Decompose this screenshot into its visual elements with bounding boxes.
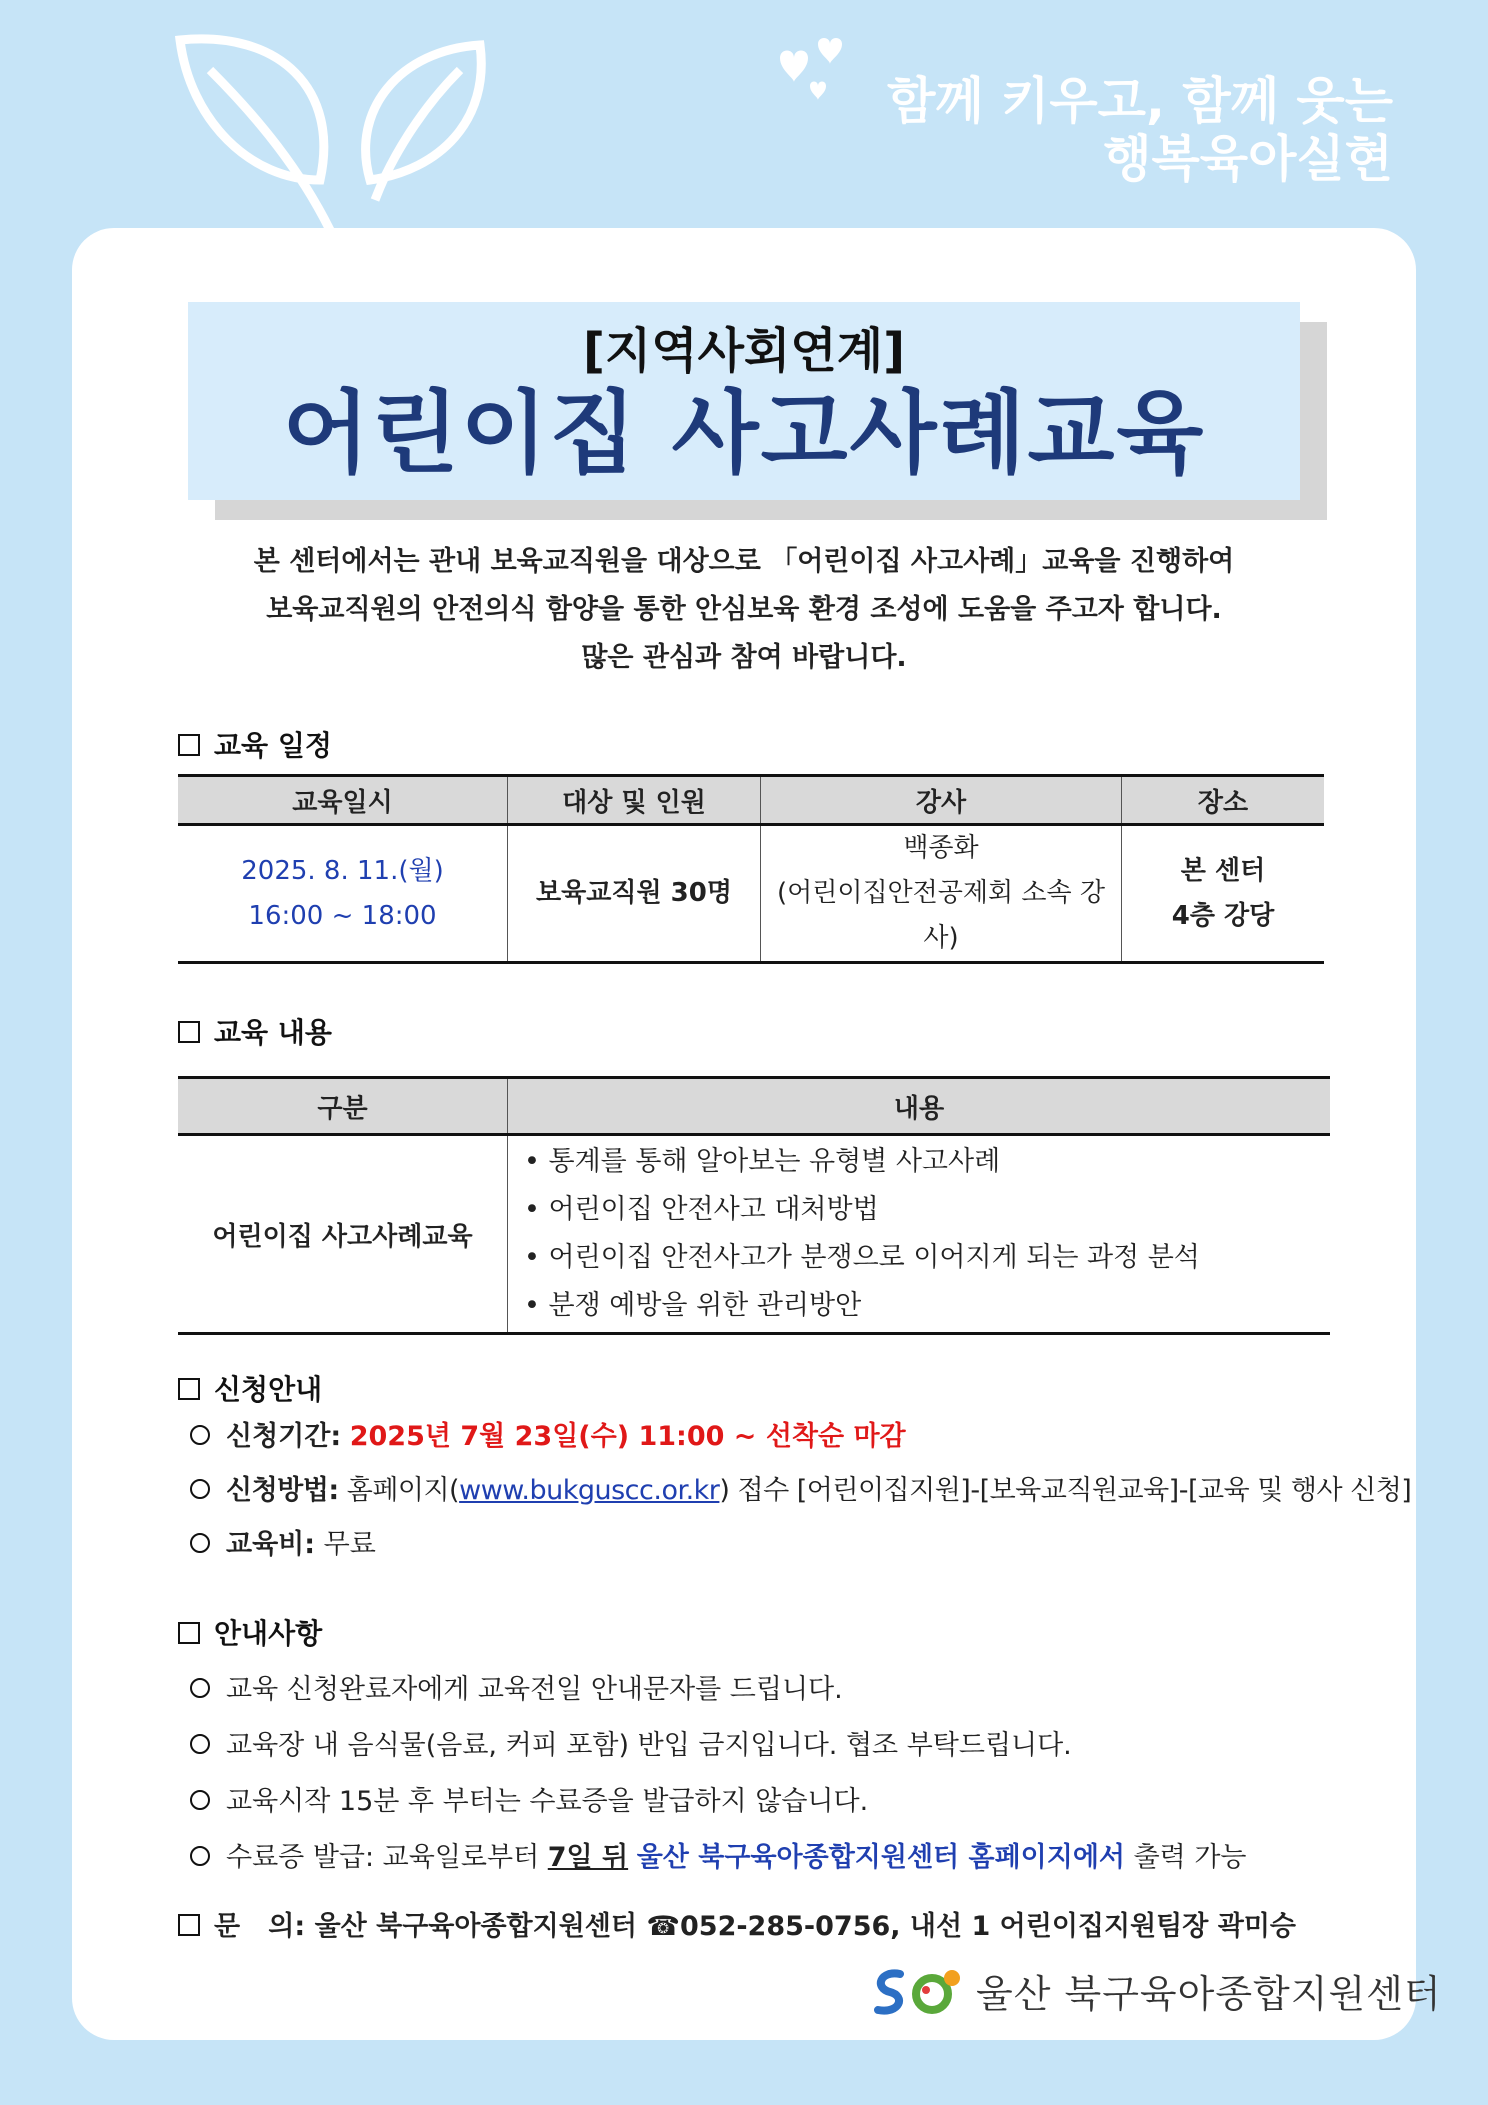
cert-pre: 수료증 발급: 교육일로부터 [226, 1842, 540, 1873]
notes-heading-label: 안내사항 [214, 1617, 323, 1650]
intro-line1: 본 센터에서는 관내 보육교직원을 대상으로 「어린이집 사고사례」교육을 진행하여 [253, 546, 1235, 577]
inquiry-label: 문 의: [214, 1911, 306, 1942]
intro-text [180, 538, 1308, 682]
apply-period-value: 2025년 7월 23일(수) 11:00 ~ 선착순 마감 [349, 1421, 906, 1452]
circle-bullet-icon [190, 1678, 210, 1698]
square-bullet-icon [178, 1378, 200, 1400]
square-bullet-icon [178, 1622, 200, 1644]
slogan-line1: 함께 키우고, 함께 웃는 [887, 72, 1393, 130]
place-line1: 본 센터 [1180, 855, 1266, 886]
table-row [178, 825, 1324, 963]
center-logo-icon [870, 1962, 966, 2018]
schedule-table [178, 774, 1324, 964]
circle-bullet-icon [190, 1790, 210, 1810]
cert-days: 7일 뒤 [547, 1842, 629, 1873]
square-bullet-icon [178, 734, 200, 756]
schedule-heading [178, 724, 332, 764]
cell-datetime [178, 825, 508, 963]
intro-line3: 많은 관심과 참여 바랍니다. [581, 642, 907, 673]
apply-fee-label: 교육비: [226, 1529, 316, 1560]
circle-bullet-icon [190, 1734, 210, 1754]
col-header-category: 구분 [178, 1078, 508, 1135]
leaves-decoration-icon [170, 30, 510, 230]
apply-method-label: 신청방법: [226, 1475, 339, 1506]
slogan [887, 72, 1393, 188]
circle-bullet-icon [190, 1425, 210, 1445]
cert-center: 울산 북구육아종합지원센터 홈페이지에서 [636, 1842, 1125, 1873]
list-item: 교육시작 15분 후 부터는 수료증을 발급하지 않습니다. [190, 1774, 1247, 1830]
cell-instructor [761, 825, 1122, 963]
list-item: • 어린이집 안전사고가 분쟁으로 이어지게 되는 과정 분석 [524, 1242, 1200, 1273]
schedule-heading-label: 교육 일정 [214, 729, 332, 762]
inquiry-text: 울산 북구육아종합지원센터 ☎052-285-0756, 내선 1 어린이집지원팀장 곽미승 [314, 1911, 1296, 1942]
col-header-target: 대상 및 인원 [508, 776, 761, 825]
apply-method [190, 1464, 1411, 1518]
instructor-name: 백종화 [903, 833, 979, 863]
notes-list [190, 1662, 1247, 1886]
instructor-affiliation: (어린이집안전공제회 소속 강사) [776, 878, 1106, 953]
place-line2: 4층 강당 [1171, 900, 1275, 931]
center-logo-text: 울산 북구육아종합지원센터 [976, 1971, 1442, 2016]
hearts-decoration-icon [760, 30, 870, 110]
notes-heading [178, 1612, 322, 1652]
list-item: • 통계를 통해 알아보는 유형별 사고사례 [524, 1146, 1001, 1177]
circle-bullet-icon [190, 1479, 210, 1499]
list-item: 교육 신청완료자에게 교육전일 안내문자를 드립니다. [190, 1662, 1247, 1718]
cell-place [1122, 825, 1325, 963]
apply-heading-label: 신청안내 [214, 1373, 323, 1406]
title-box [188, 302, 1300, 500]
table-header-row [178, 776, 1324, 825]
apply-info [190, 1410, 1411, 1572]
circle-bullet-icon [190, 1533, 210, 1553]
content-heading [178, 1011, 332, 1051]
circle-bullet-icon [190, 1846, 210, 1866]
list-item: • 어린이집 안전사고 대처방법 [524, 1194, 879, 1225]
content-table [178, 1076, 1330, 1335]
apply-period-label: 신청기간: [226, 1421, 342, 1452]
list-item [190, 1830, 1247, 1886]
table-header-row [178, 1078, 1330, 1135]
col-header-datetime: 교육일시 [178, 776, 508, 825]
inquiry [178, 1904, 1296, 1943]
schedule-time: 16:00 ~ 18:00 [248, 900, 437, 931]
cell-content [508, 1135, 1331, 1334]
col-header-content: 내용 [508, 1078, 1331, 1135]
list-item: • 분쟁 예방을 위한 관리방안 [524, 1290, 862, 1321]
apply-fee [190, 1518, 1411, 1572]
page-subtitle: [지역사회연계] [582, 323, 906, 379]
list-item: 교육장 내 음식물(음료, 커피 포함) 반입 금지입니다. 협조 부탁드립니다. [190, 1718, 1247, 1774]
intro-line2: 보육교직원의 안전의식 함양을 통한 안심보육 환경 조성에 도움을 주고자 합니다. [266, 594, 1222, 625]
apply-heading [178, 1368, 322, 1408]
cell-target: 보육교직원 30명 [508, 825, 761, 963]
homepage-link[interactable]: www.bukguscc.or.kr [459, 1475, 720, 1506]
apply-fee-value: 무료 [323, 1529, 376, 1560]
content-heading-label: 교육 내용 [214, 1016, 332, 1049]
table-row [178, 1135, 1330, 1334]
page-title: 어린이집 사고사례교육 [282, 381, 1206, 486]
schedule-date: 2025. 8. 11.(월) [241, 855, 444, 886]
apply-period [190, 1410, 1411, 1464]
square-bullet-icon [178, 1914, 200, 1936]
cert-post: 출력 가능 [1133, 1842, 1247, 1873]
cell-category: 어린이집 사고사례교육 [178, 1135, 508, 1334]
apply-method-pre: 홈페이지( [346, 1475, 460, 1506]
apply-method-post: ) 접수 [어린이집지원]-[보육교직원교육]-[교육 및 행사 신청] [719, 1475, 1412, 1506]
center-logo [870, 1962, 1442, 2018]
col-header-instructor: 강사 [761, 776, 1122, 825]
square-bullet-icon [178, 1021, 200, 1043]
slogan-line2: 행복육아실현 [1103, 130, 1393, 188]
col-header-place: 장소 [1122, 776, 1325, 825]
